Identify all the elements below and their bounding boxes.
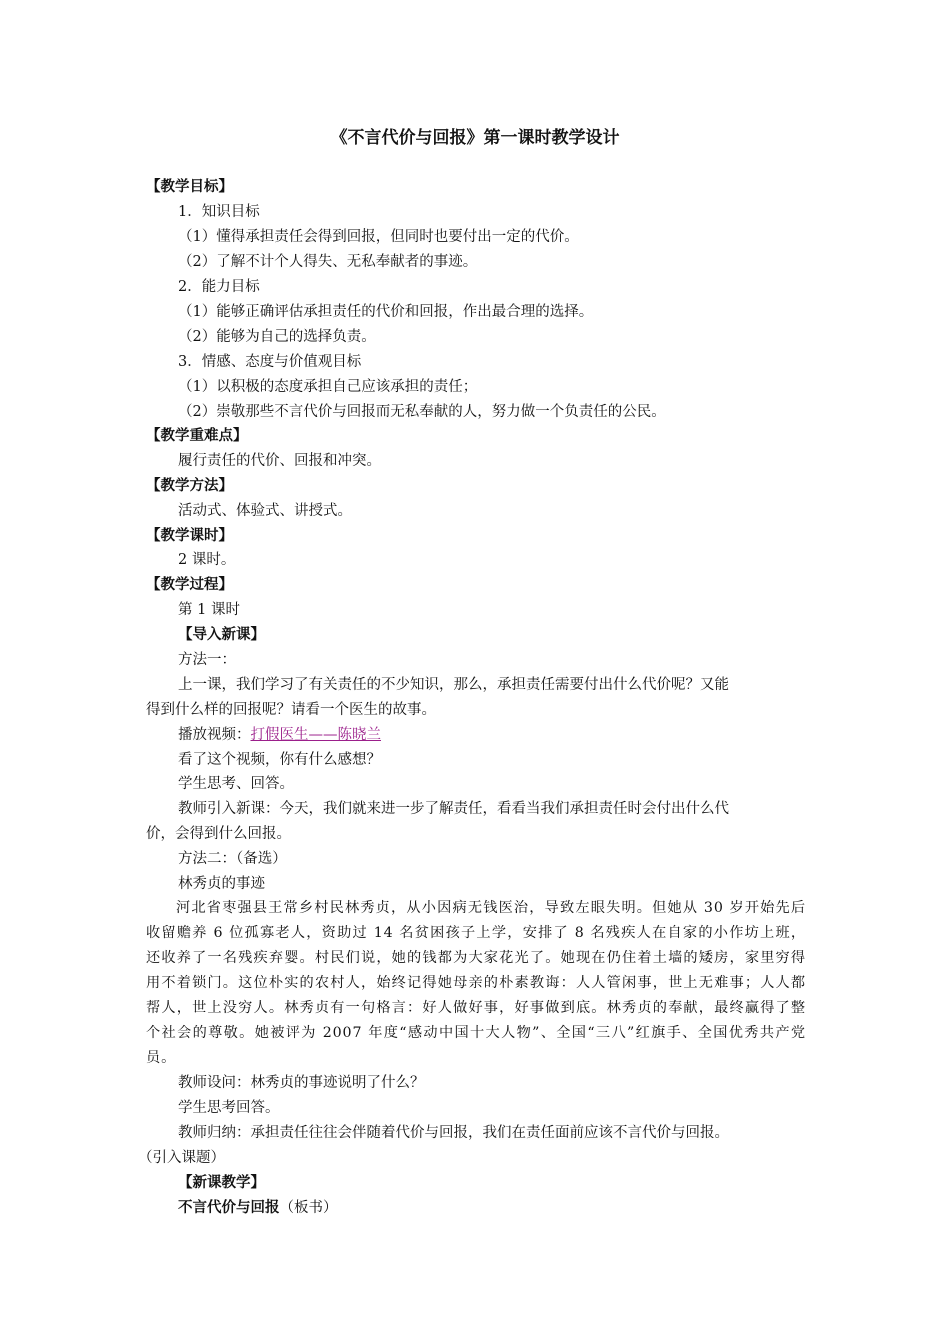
student-reflection: 学生思考回答。 [178, 1100, 280, 1116]
video-prefix: 播放视频： [178, 727, 251, 743]
teacher-question: 教师设问：林秀贞的事迹说明了什么？ [178, 1075, 425, 1091]
ability-goal-label: 2．能力目标 [178, 279, 260, 295]
teacher-intro-line-1: 教师引入新课：今天，我们就来进一步了解责任，看看当我们承担责任时会付出什么代 [178, 801, 729, 817]
story-paragraph: 河北省枣强县王常乡村民林秀贞，从小因病无钱医治，导致左眼失明。但她从 30 岁开始先后收留赡养 6 位孤寡老人，资助过 14 名贫困孩子上学，安排了 8 名残疾人在自家的小作坊上班，还收养了一名残疾弃婴。村民们说，她的钱都为大家花光了。她现在仍住着土墙的矮房，家里穷得用不着锁门。这位朴实的农村人，始终记得她母亲的朴素教诲：人人管闲事，世上无难事；人人都帮人，世上没穷人。林秀贞有一句格言：好人做好事，好事做到底。林秀贞的奉献，最终赢得了整个社会的尊敬。她被评为 2007 年度“感动中国十大人物”、全国“三八”红旗手、全国优秀共产党员。 [146, 900, 806, 1066]
methods-text: 活动式、体验式、讲授式。 [178, 503, 352, 519]
intro-heading: 【导入新课】 [178, 626, 265, 643]
video-link[interactable]: 打假医生——陈晓兰 [250, 727, 381, 743]
board-title: 不言代价与回报 [178, 1199, 280, 1216]
lesson-label: 第 1 课时 [178, 602, 240, 618]
new-lesson-heading: 【新课教学】 [178, 1174, 265, 1191]
teacher-summary-line-1: 教师归纳：承担责任往往会伴随着代价与回报，我们在责任面前应该不言代价与回报。 [178, 1125, 729, 1141]
board-title-line [178, 1197, 338, 1219]
section-heading-methods: 【教学方法】 [146, 477, 233, 494]
knowledge-goal-item-2: （2）了解不计个人得失、无私奉献者的事迹。 [178, 254, 478, 270]
video-line [178, 724, 381, 746]
teacher-intro-line-2: 价，会得到什么回报。 [146, 826, 291, 842]
section-heading-hours: 【教学课时】 [146, 527, 233, 544]
knowledge-goal-item-1: （1）懂得承担责任会得到回报，但同时也要付出一定的代价。 [178, 229, 579, 245]
emotion-goal-label: 3．情感、态度与价值观目标 [178, 354, 362, 370]
page-title: 《不言代价与回报》第一课时教学设计 [330, 128, 620, 148]
intro-paragraph-line-2: 得到什么样的回报呢？请看一个医生的故事。 [146, 702, 436, 718]
video-question: 看了这个视频，你有什么感想？ [178, 752, 381, 768]
student-answer: 学生思考、回答。 [178, 776, 294, 792]
section-heading-key-points: 【教学重难点】 [146, 427, 248, 444]
ability-goal-item-1: （1）能够正确评估承担责任的代价和回报，作出最合理的选择。 [178, 304, 594, 320]
emotion-goal-item-1: （1）以积极的态度承担自己应该承担的责任； [178, 379, 478, 395]
knowledge-goal-label: 1．知识目标 [178, 204, 260, 220]
section-heading-process: 【教学过程】 [146, 576, 233, 593]
story-title: 林秀贞的事迹 [178, 876, 265, 892]
intro-paragraph-line-1: 上一课，我们学习了有关责任的不少知识，那么，承担责任需要付出什么代价呢？又能 [178, 677, 729, 693]
method-two-label: 方法二：（备选） [178, 851, 287, 867]
section-heading-goals: 【教学目标】 [146, 178, 233, 195]
emotion-goal-item-2: （2）崇敬那些不言代价与回报而无私奉献的人，努力做一个负责任的公民。 [178, 404, 666, 420]
method-one-label: 方法一： [178, 652, 236, 668]
key-points-text: 履行责任的代价、回报和冲突。 [178, 453, 381, 469]
ability-goal-item-2: （2）能够为自己的选择负责。 [178, 329, 376, 345]
board-note: （板书） [279, 1200, 338, 1216]
teacher-summary-line-2: （引入课题） [138, 1150, 225, 1166]
hours-text: 2 课时。 [178, 552, 236, 568]
